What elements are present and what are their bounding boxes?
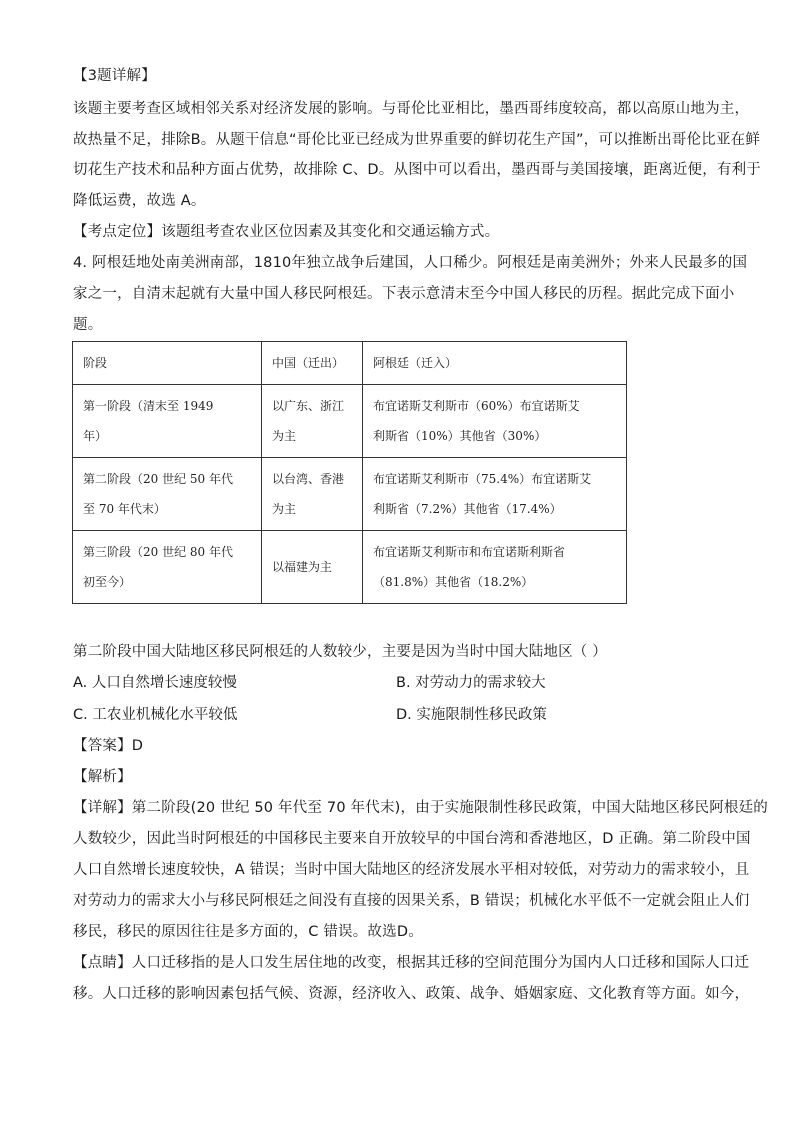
q3-paragraph-line: 故热量不足，排除B。从题干信息“哥伦比亚已经成为世界重要的鲜切花生产国”，可以推断出哥伦比亚在鲜 [73,132,761,148]
table-row [73,385,627,458]
table-header-row [73,342,627,385]
detail-line: 对劳动力的需求大小与移民阿根廷之间没有直接的因果关系，B 错误；机械化水平低不一定就会阻止人们 [73,893,750,909]
q4-intro-line: 家之一，自清末起就有大量中国人移民阿根廷。下表示意清末至今中国人移民的历程。据此完成下面小 [73,286,735,302]
table-cell-china: 以台湾、香港 为主 [262,458,363,531]
table-header-stage: 阶段 [73,342,262,385]
table-cell-argentina: 布宜诺斯艾利斯市（60%）布宜诺斯艾 利斯省（10%）其他省（30%） [363,385,627,458]
detail-line: 移民，移民的原因往往是多方面的，C 错误。故选D。 [73,924,423,940]
option-c: C. 工农业机械化水平较低 [73,707,238,723]
q4-intro-line: 4. 阿根廷地处南美洲南部，1810年独立战争后建国，人口稀少。阿根廷是南美洲外；外来人民最多的国 [73,255,748,271]
table-header-argentina: 阿根廷（迁入） [363,342,627,385]
detail-line: 人数较少，因此当时阿根廷的中国移民主要来自开放较早的中国台湾和香港地区，D 正确。第二阶段中国 [73,831,751,847]
q3-kaodian: 【考点定位】该题组考查农业区位因素及其变化和交通运输方式。 [73,224,500,240]
table-header-china: 中国（迁出） [262,342,363,385]
table-cell-china: 以福建为主 [262,531,363,604]
table-row [73,531,627,604]
detail-line: 【详解】第二阶段(20 世纪 50 年代至 70 年代末)，由于实施限制性移民政策，中国大陆地区移民阿根廷的 [73,800,769,816]
q4-question: 第二阶段中国大陆地区移民阿根廷的人数较少，主要是因为当时中国大陆地区（ ） [73,644,608,660]
table-cell-stage: 第三阶段（20 世纪 80 年代 初至今） [73,531,262,604]
answer-label: 【答案】D [73,738,144,754]
table-row [73,458,627,531]
q3-paragraph-line: 降低运费，故选 A。 [73,193,206,209]
q4-intro-line: 题。 [73,317,103,333]
dianjing-line: 【点睛】人口迁移指的是人口发生居住地的改变，根据其迁移的空间范围分为国内人口迁移和国际人口迁 [73,955,750,971]
table-cell-stage: 第一阶段（清末至 1949 年） [73,385,262,458]
q3-paragraph-line: 切花生产技术和品种方面占优势，故排除 C、D。从图中可以看出，墨西哥与美国接壤，距离近便，有利于 [73,162,761,178]
detail-line: 人口自然增长速度较快，A 错误；当时中国大陆地区的经济发展水平相对较低，对劳动力的需求较小，且 [73,862,750,878]
table-cell-stage: 第二阶段（20 世纪 50 年代 至 70 年代末） [73,458,262,531]
dianjing-line: 移。人口迁移的影响因素包括气候、资源，经济收入、政策、战争、婚姻家庭、文化教育等方面。如今， [73,986,750,1002]
migration-table [72,341,627,604]
analysis-heading: 【解析】 [73,769,132,785]
q3-heading: 【3题详解】 [73,68,156,84]
q3-paragraph-line: 该题主要考查区域相邻关系对经济发展的影响。与哥伦比亚相比，墨西哥纬度较高，都以高原山地为主， [73,101,750,117]
table-cell-china: 以广东、浙江 为主 [262,385,363,458]
option-a: A. 人口自然增长速度较慢 [73,675,237,691]
table-cell-argentina: 布宜诺斯艾利斯市（75.4%）布宜诺斯艾 利斯省（7.2%）其他省（17.4%） [363,458,627,531]
option-b: B. 对劳动力的需求较大 [396,675,546,691]
table-cell-argentina: 布宜诺斯艾利斯市和布宜诺斯利斯省 （81.8%）其他省（18.2%） [363,531,627,604]
option-d: D. 实施限制性移民政策 [396,707,547,723]
